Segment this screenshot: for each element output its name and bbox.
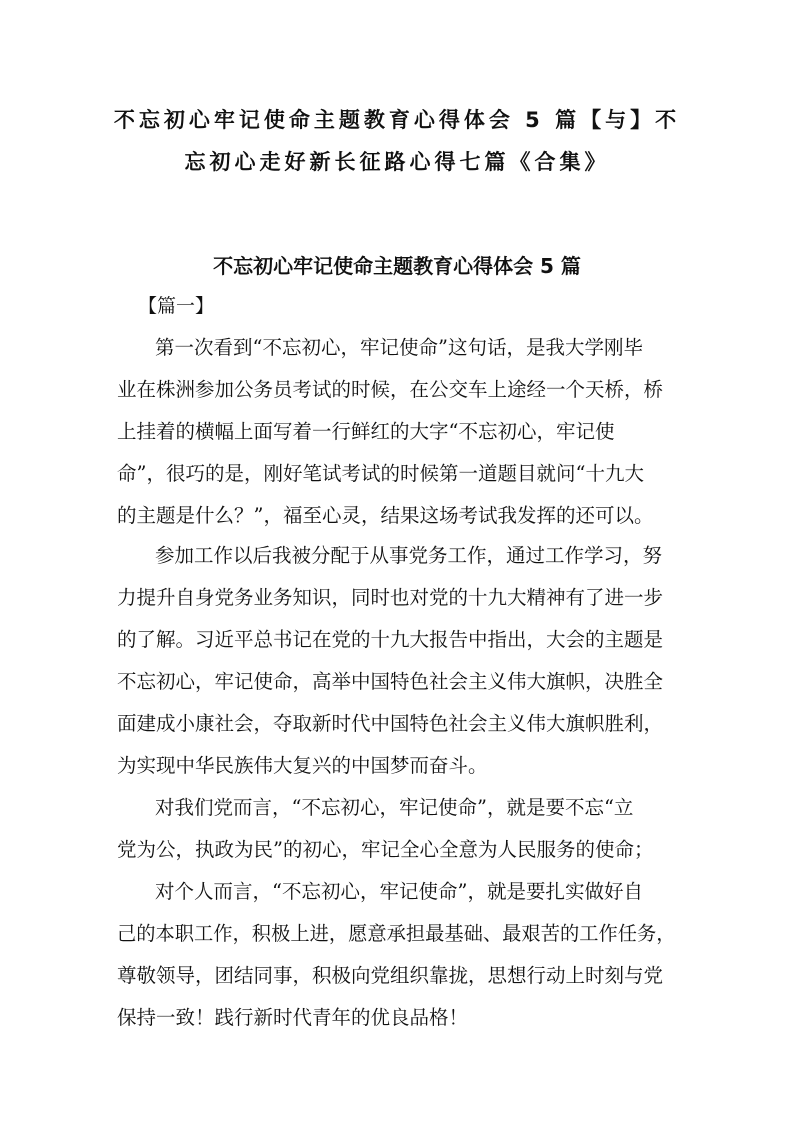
section-title: 不忘初心牢记使命主题教育心得体会 5 篇 bbox=[213, 254, 581, 278]
paragraph-4-line: 尊敬领导，团结同事，积极向党组织靠拢，思想行动上时刻与党 bbox=[117, 964, 664, 987]
paragraph-2-line: 为实现中华民族伟大复兴的中国梦而奋斗。 bbox=[117, 754, 488, 777]
paragraph-4-line: 己的本职工作，积极上进，愿意承担最基础、最艰苦的工作任务， bbox=[117, 922, 676, 945]
paragraph-1-line: 命”，很巧的是，刚好笔试考试的时候第一道题目就问“十九大 bbox=[117, 462, 644, 485]
paragraph-4-line: 保持一致！践行新时代青年的优良品格！ bbox=[117, 1006, 469, 1029]
part-label: 【篇一】 bbox=[138, 295, 215, 317]
paragraph-1-line: 第一次看到“不忘初心，牢记使命”这句话，是我大学刚毕 bbox=[155, 336, 643, 359]
paragraph-2-line: 力提升自身党务业务知识，同时也对党的十九大精神有了进一步 bbox=[117, 586, 664, 609]
paragraph-2-line: 不忘初心，牢记使命，高举中国特色社会主义伟大旗帜，决胜全 bbox=[117, 670, 664, 693]
paragraph-3-line: 党为公，执政为民”的初心，牢记全心全意为人民服务的使命； bbox=[117, 838, 654, 861]
paragraph-4-line: 对个人而言，“不忘初心，牢记使命”，就是要扎实做好自 bbox=[155, 880, 643, 903]
paragraph-2-line: 面建成小康社会，夺取新时代中国特色社会主义伟大旗帜胜利， bbox=[117, 712, 664, 735]
document-title-line-1: 不忘初心牢记使命主题教育心得体会 5 篇【与】不 bbox=[113, 108, 681, 132]
paragraph-1-line: 的主题是什么？”，福至心灵，结果这场考试我发挥的还可以。 bbox=[117, 504, 654, 527]
paragraph-1-line: 业在株洲参加公务员考试的时候，在公交车上途经一个天桥，桥 bbox=[117, 378, 664, 401]
paragraph-1-line: 上挂着的横幅上面写着一行鲜红的大字“不忘初心，牢记使 bbox=[117, 420, 615, 443]
paragraph-3-line: 对我们党而言，“不忘初心，牢记使命”，就是要不忘“立 bbox=[155, 796, 634, 819]
paragraph-2-line: 的了解。习近平总书记在党的十九大报告中指出，大会的主题是 bbox=[117, 628, 664, 651]
document-title-line-2: 忘初心走好新长征路心得七篇《合集》 bbox=[184, 150, 610, 174]
paragraph-2-line: 参加工作以后我被分配于从事党务工作，通过工作学习，努 bbox=[155, 544, 663, 567]
